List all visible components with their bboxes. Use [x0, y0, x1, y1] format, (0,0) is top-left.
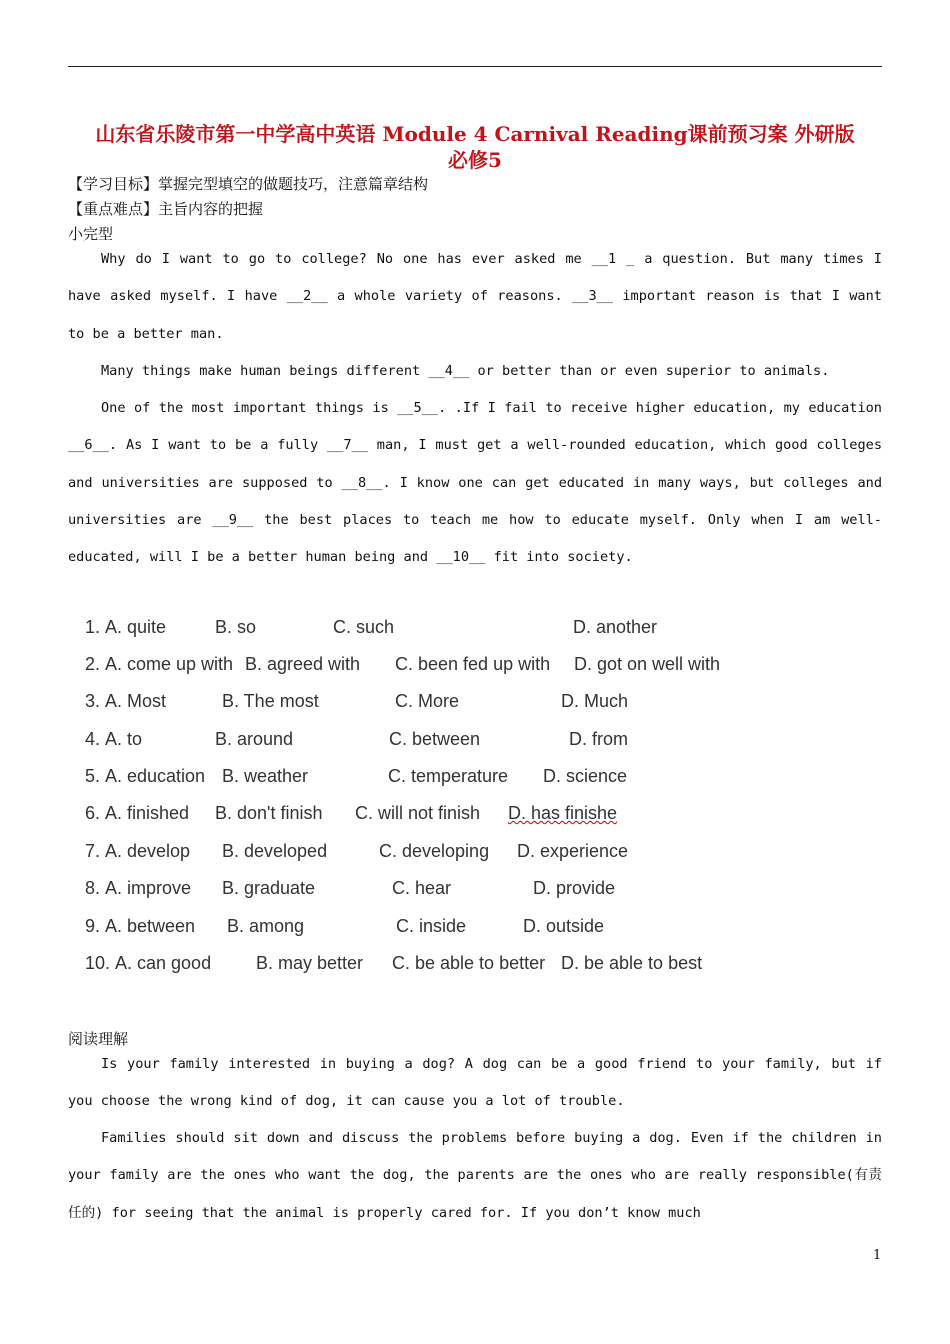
option-d: D. experience: [517, 841, 629, 861]
reading-heading: 阅读理解: [68, 1030, 129, 1048]
reading-paragraph-2: Families should sit down and discuss the problems before buying a dog. Even if the children in your family are the ones who want the dog, the parents are the ones who are really responsible(有责任的) for seeing that the animal is properly cared for. If you don’t know much: [68, 1130, 882, 1221]
document-title-line2: 必修5: [448, 148, 502, 172]
cloze-paragraph-1: Why do I want to go to college? No one has ever asked me __1 _ a question. But many times I have asked myself. I have __2__ a whole variety of reasons. __3__ important reason is that I want to be a better man.: [68, 251, 882, 342]
question-number: 6.: [85, 803, 101, 823]
question-number: 8.: [85, 878, 101, 898]
option-c: C. such: [333, 617, 395, 637]
option-b: B. agreed with: [245, 654, 361, 674]
option-b: B. may better: [256, 953, 364, 973]
option-b: B. among: [227, 916, 305, 936]
option-d: D. outside: [523, 916, 605, 936]
option-a: A. finished: [105, 803, 190, 823]
option-b: B. graduate: [222, 878, 316, 898]
option-a: A. education: [105, 766, 206, 786]
option-a: A. Most: [105, 691, 167, 711]
learning-objective: 【学习目标】掌握完型填空的做题技巧，注意篇章结构: [68, 175, 429, 193]
option-c: C. been fed up with: [395, 654, 551, 674]
option-a: A. can good: [115, 953, 212, 973]
option-a: A. between: [105, 916, 196, 936]
option-c: C. temperature: [388, 766, 509, 786]
question-number: 3.: [85, 691, 101, 711]
question-number: 5.: [85, 766, 101, 786]
option-d: D. science: [543, 766, 628, 786]
cloze-paragraph-3: One of the most important things is __5__. .If I fail to receive higher education, my education __6__. As I want to be a fully __7__ man, I must get a well-rounded education, which good colleges and universities are supposed to __8__. I know one can get educated in many ways, but colleges and universities are __9__ the best places to teach me how to educate myself. Only when I am well-educated, will I be a better human being and __10__ fit into society.: [68, 400, 882, 566]
key-points: 【重点难点】主旨内容的把握: [68, 200, 264, 218]
option-d: D. provide: [533, 878, 616, 898]
option-d: D. be able to best: [561, 953, 703, 973]
question-number: 1.: [85, 617, 101, 637]
option-d: D. another: [573, 617, 658, 637]
document-title-line1: 山东省乐陵市第一中学高中英语 Module 4 Carnival Reading课前预习案 外研版: [95, 122, 855, 146]
option-d: D. from: [569, 729, 629, 749]
option-a: A. come up with: [105, 654, 234, 674]
question-number: 9.: [85, 916, 101, 936]
option-b: B. don't finish: [215, 803, 323, 823]
header-rule: [68, 66, 882, 67]
option-b: B. developed: [222, 841, 328, 861]
page-number: 1: [873, 1248, 882, 1263]
cloze-heading: 小完型: [68, 225, 114, 243]
option-d: D. Much: [561, 691, 629, 711]
option-c: C. hear: [392, 878, 452, 898]
option-b: B. The most: [222, 691, 319, 711]
option-d: D. has finishe: [508, 803, 618, 823]
reading-paragraph-1: Is your family interested in buying a dog? A dog can be a good friend to your family, but if you choose the wrong kind of dog, it can cause you a lot of trouble.: [68, 1056, 882, 1110]
option-b: B. so: [215, 617, 257, 637]
option-d: D. got on well with: [574, 654, 721, 674]
option-a: A. to: [105, 729, 143, 749]
option-c: C. be able to better: [392, 953, 546, 973]
question-number: 2.: [85, 654, 101, 674]
question-number: 7.: [85, 841, 101, 861]
question-number: 4.: [85, 729, 101, 749]
option-a: A. improve: [105, 878, 192, 898]
option-c: C. between: [389, 729, 481, 749]
option-c: C. will not finish: [355, 803, 481, 823]
option-a: A. quite: [105, 617, 167, 637]
question-number: 10.: [85, 953, 111, 973]
option-b: B. around: [215, 729, 294, 749]
option-c: C. More: [395, 691, 460, 711]
option-c: C. inside: [396, 916, 467, 936]
option-b: B. weather: [222, 766, 309, 786]
option-c: C. developing: [379, 841, 490, 861]
option-a: A. develop: [105, 841, 191, 861]
cloze-paragraph-2: Many things make human beings different __4__ or better than or even superior to animals.: [101, 363, 830, 379]
